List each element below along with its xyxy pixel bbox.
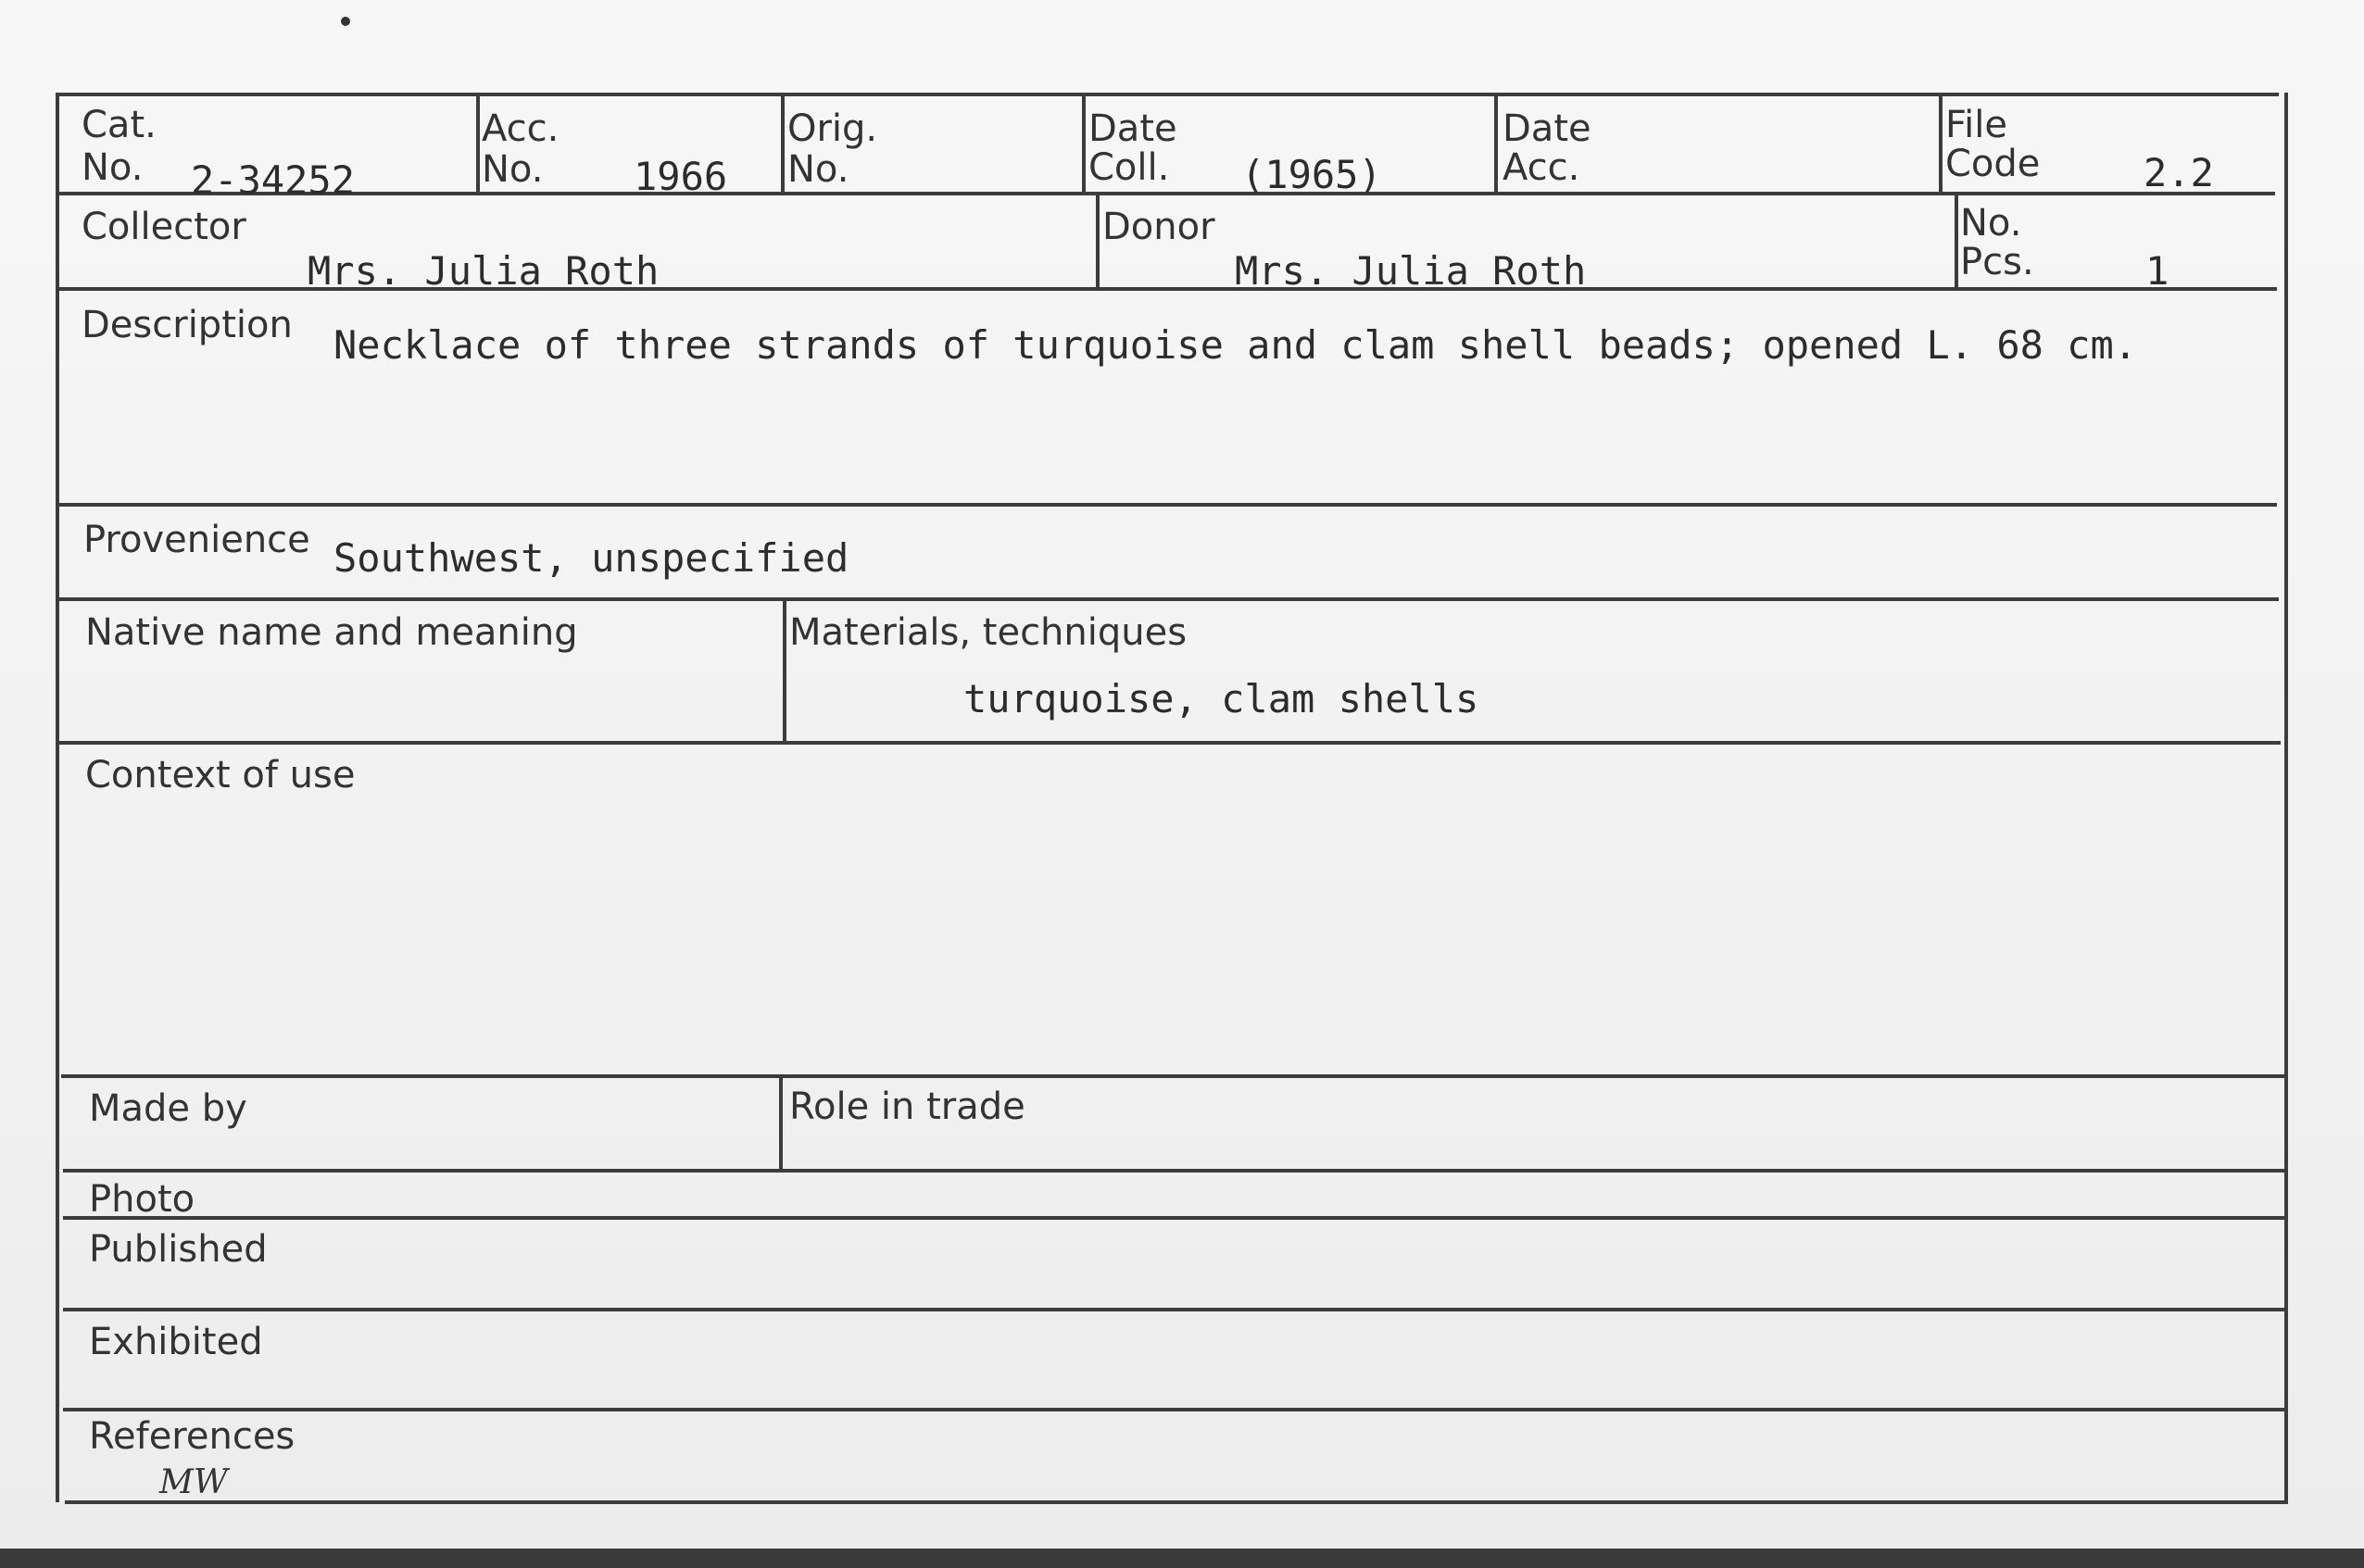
description-value: Necklace of three strands of turquoise and clam shell beads; opened L. 68 cm.: [333, 322, 2138, 368]
acc-label-1: Acc.: [482, 107, 560, 150]
exhibited-rule: [63, 1408, 2286, 1411]
description-label: Description: [82, 304, 293, 346]
file-code-value: 2.2: [2144, 150, 2214, 195]
cat-acc-divider: [476, 93, 480, 194]
donor-pcs-divider: [1955, 194, 1958, 289]
date-coll-value: (1965): [1241, 152, 1382, 197]
orig-datecoll-divider: [1082, 93, 1086, 194]
date-coll-label-1: Date: [1088, 107, 1177, 150]
role-in-trade-label: Role in trade: [789, 1085, 1025, 1128]
acc-orig-divider: [781, 93, 785, 194]
photo-label: Photo: [89, 1178, 195, 1221]
date-acc-label-1: Date: [1503, 107, 1591, 150]
reviewer-initials: MW: [159, 1463, 228, 1501]
datecoll-dateacc-divider: [1494, 93, 1498, 194]
card-top-border: [56, 93, 2279, 96]
card-right-border: [2284, 93, 2288, 1502]
collector-label: Collector: [82, 206, 246, 248]
provenience-label: Provenience: [83, 519, 310, 561]
orig-label-2: No.: [787, 148, 849, 191]
pcs-value: 1: [2145, 248, 2169, 294]
ink-speck: [341, 17, 350, 26]
donor-value: Mrs. Julia Roth: [1235, 248, 1587, 294]
exhibited-label: Exhibited: [89, 1321, 263, 1363]
file-code-label-2: Code: [1945, 143, 2041, 185]
pcs-label-2: Pcs.: [1960, 241, 2034, 283]
donor-label: Donor: [1102, 206, 1215, 248]
native-name-label: Native name and meaning: [85, 611, 578, 654]
date-acc-label-2: Acc.: [1503, 146, 1580, 189]
description-rule: [59, 503, 2277, 507]
cat-label-1: Cat.: [82, 104, 157, 146]
cat-no-value: 2-34252: [191, 157, 356, 203]
photo-rule: [63, 1216, 2286, 1220]
date-coll-label-2: Coll.: [1088, 146, 1170, 189]
materials-value: turquoise, clam shells: [963, 676, 1479, 721]
scan-bottom-edge: [0, 1549, 2364, 1568]
references-label: References: [89, 1415, 296, 1458]
dateacc-filecode-divider: [1939, 93, 1943, 194]
file-code-label-1: File: [1945, 104, 2007, 146]
madeby-role-divider: [779, 1076, 783, 1171]
made-by-label: Made by: [89, 1087, 247, 1130]
collector-donor-divider: [1096, 194, 1100, 289]
card-bottom-border: [65, 1500, 2288, 1504]
native-materials-divider: [783, 599, 786, 743]
collector-value: Mrs. Julia Roth: [308, 248, 660, 294]
made-by-rule: [63, 1169, 2284, 1173]
acc-label-2: No.: [482, 148, 544, 191]
provenience-rule: [59, 597, 2279, 601]
context-label: Context of use: [85, 754, 356, 797]
materials-label: Materials, techniques: [789, 611, 1188, 654]
native-materials-rule: [59, 741, 2281, 745]
orig-label-1: Orig.: [787, 107, 878, 150]
acc-no-value: 1966: [634, 154, 728, 199]
pcs-label-1: No.: [1960, 202, 2022, 245]
cat-label-2: No.: [82, 146, 144, 189]
context-rule: [61, 1074, 2284, 1078]
card-left-border: [56, 93, 59, 1502]
published-label: Published: [89, 1228, 268, 1271]
provenience-value: Southwest, unspecified: [333, 535, 849, 581]
published-rule: [63, 1308, 2286, 1311]
